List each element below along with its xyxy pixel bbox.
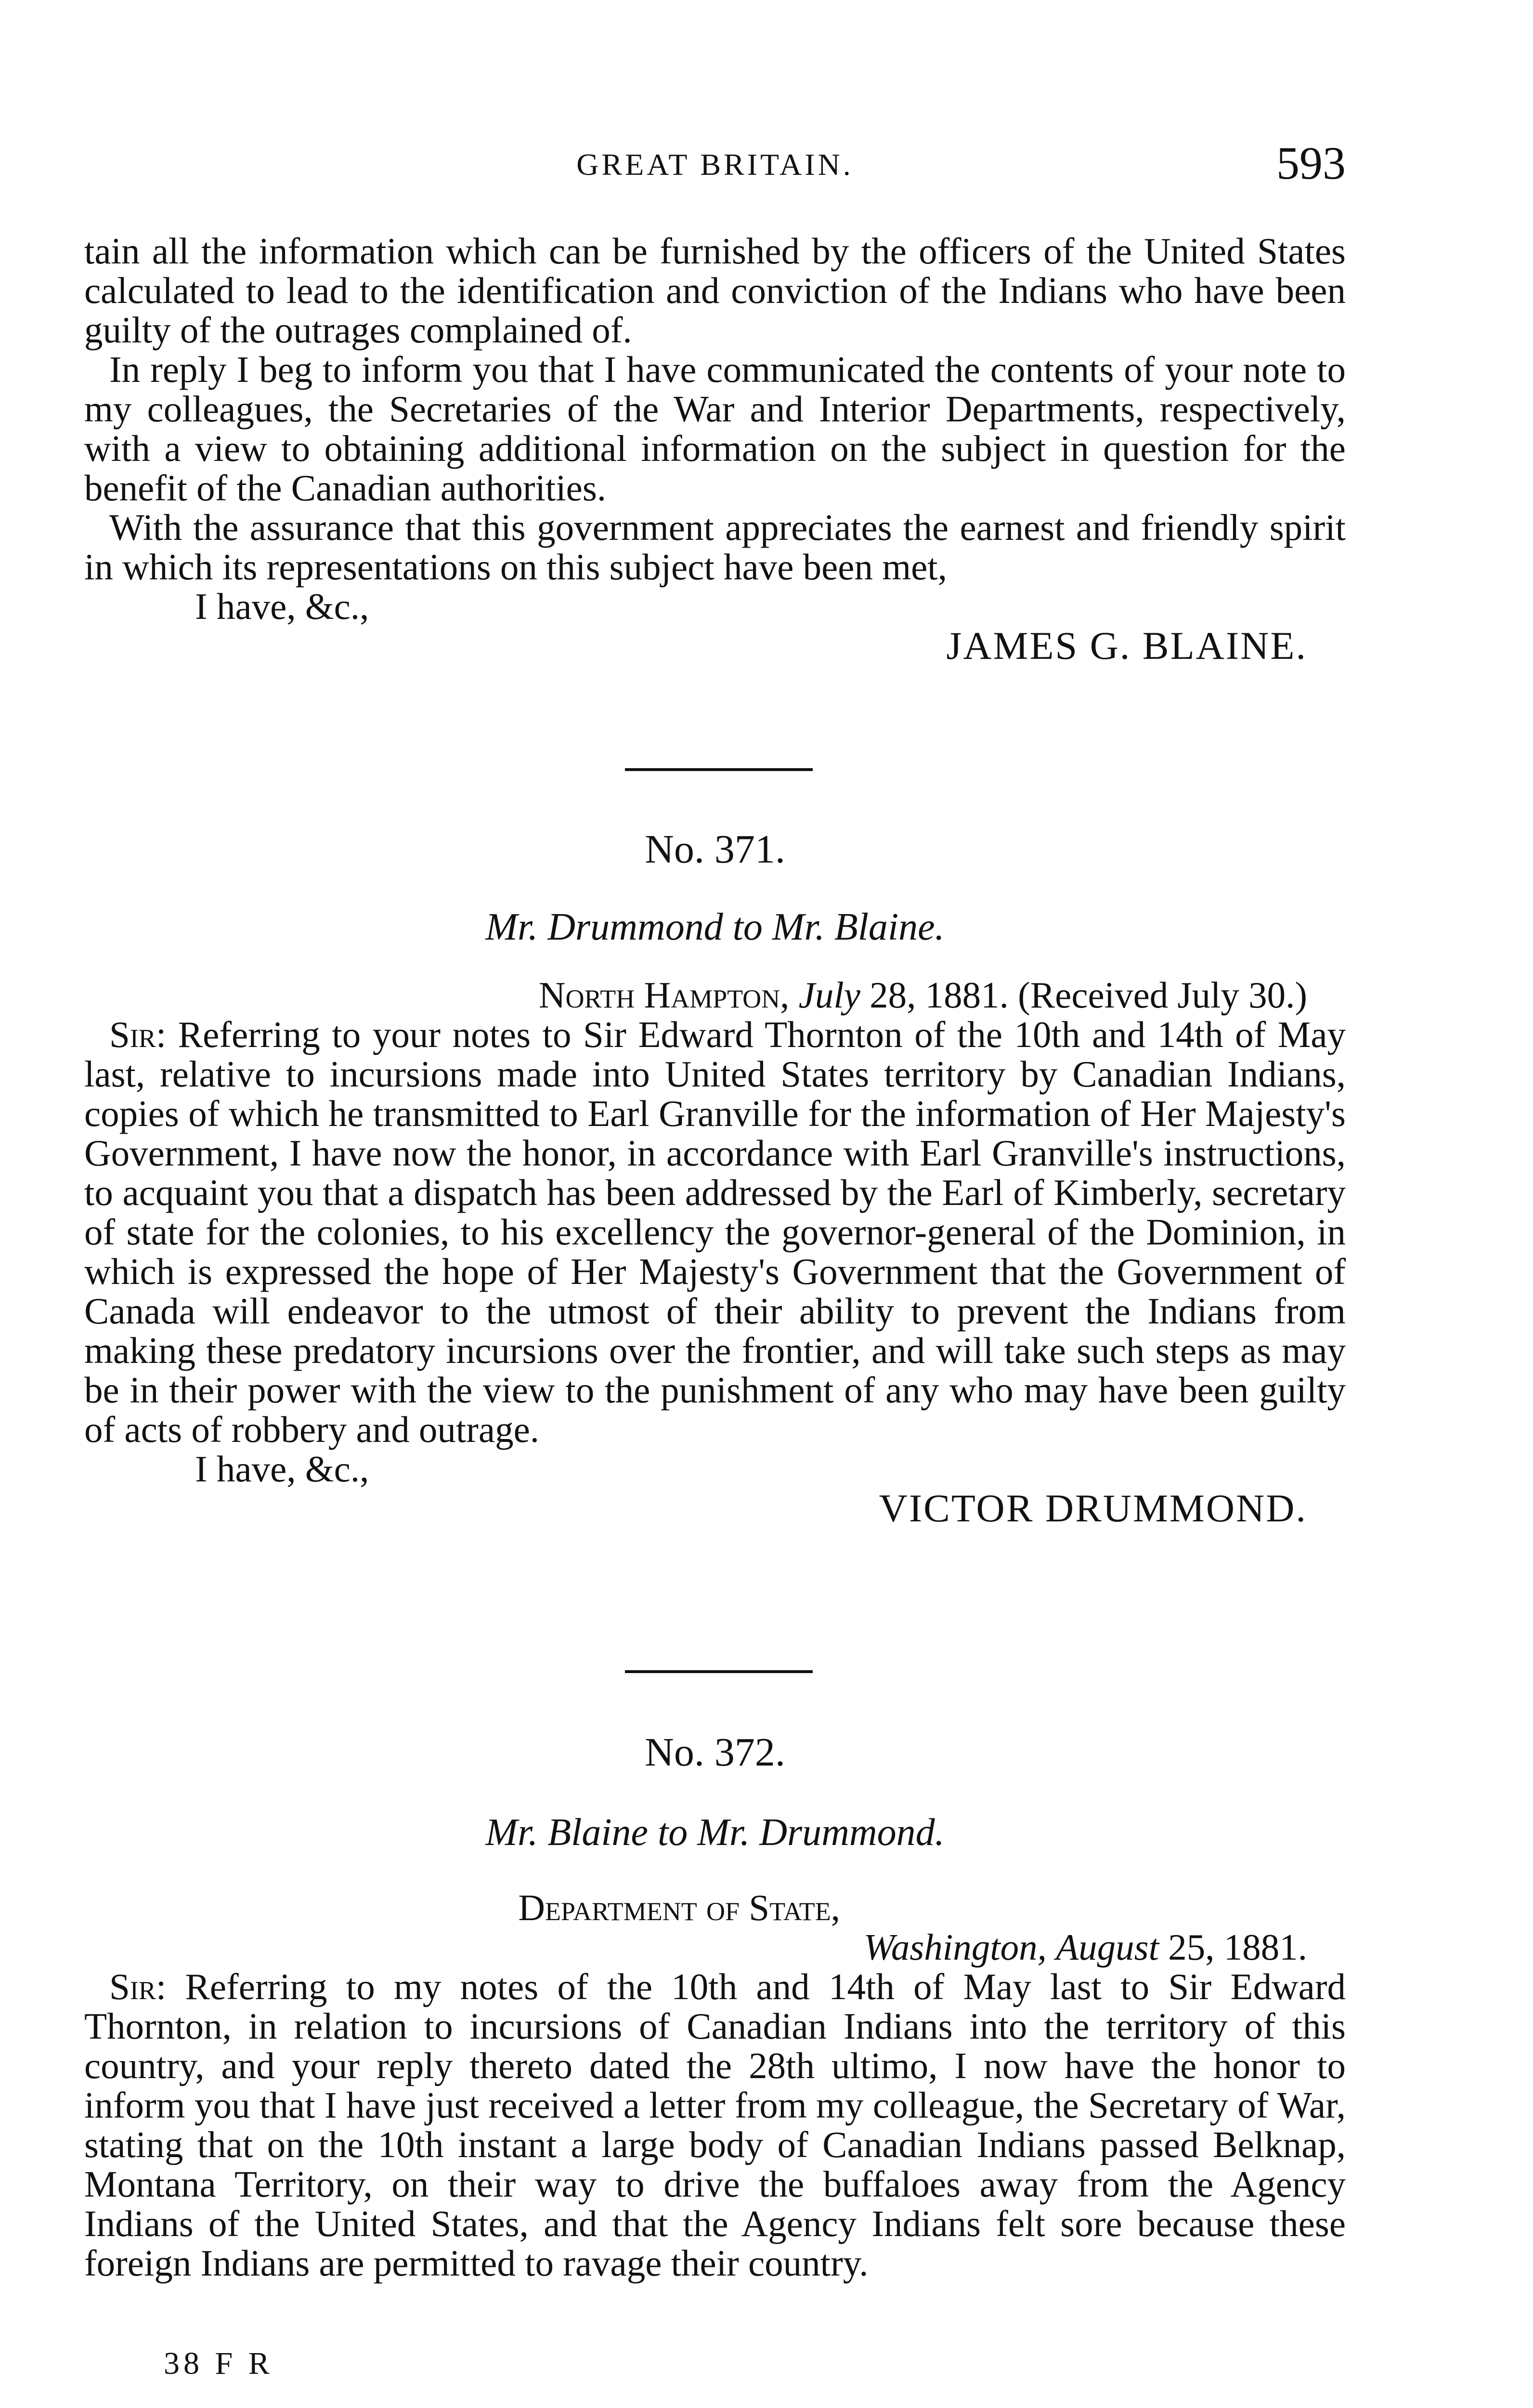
dateline-date: 25, 1881.: [1168, 1926, 1307, 1968]
dateline-371: [84, 975, 1346, 1015]
document-heading-371: Mr. Drummond to Mr. Blaine.: [485, 906, 945, 948]
dateline-month: August: [1056, 1926, 1159, 1968]
dateline-month: July: [798, 974, 860, 1016]
document-number-371: No. 371.: [645, 827, 785, 872]
dateline-date: 28, 1881.: [870, 974, 1009, 1016]
paragraph-continuation: tain all the information which can be furnished by the officers of the United States calculated to lead to the identification and conviction of the Indians who have been guilty of the outrages complained of.: [84, 230, 1346, 351]
dateline-place: North Hampton,: [538, 974, 790, 1016]
closing-phrase: I have, &c.,: [195, 1448, 369, 1490]
signature-drummond: VICTOR DRUMMOND.: [879, 1486, 1307, 1530]
dateline-place-372: [84, 1888, 1346, 1927]
signature-mark: 38 F R: [164, 2346, 273, 2381]
letter-372: [84, 1888, 1346, 2283]
paragraph-assurance: With the assurance that this government appreciates the earnest and friendly spirit in which its representations on this subject have been met,: [84, 507, 1346, 588]
document-heading-372: Mr. Blaine to Mr. Drummond.: [485, 1811, 945, 1854]
letter-body-371: [84, 1015, 1346, 1449]
signature-blaine: JAMES G. BLAINE.: [946, 624, 1307, 667]
section-continuation: [84, 231, 1346, 666]
letter-371: [84, 975, 1346, 1528]
section-divider: [625, 1670, 813, 1673]
paragraph-reply: In reply I beg to inform you that I have communicated the contents of your note to my colleagues, the Secretaries of the War and Interior Departments, respectively, with a view to obtaining additional information on the subject in question for the benefit of the Canadian authorities.: [84, 349, 1346, 509]
dateline-city: Washington,: [863, 1926, 1047, 1968]
received-note: (Received July 30.): [1018, 974, 1307, 1016]
section-divider: [625, 768, 813, 771]
letter-body-text: Referring to your notes to Sir Edward Thornton of the 10th and 14th of May last, relative to incursions made into United States territory by Canadian Indians, copies of which he transmitted to Earl Granville for the information of Her Majesty's Government, I have now the honor, in accordance with Earl Granville's instructions, to acquaint you that a dispatch has been addressed by the Earl of Kimberly, secretary of state for the colonies, to his excellency the governor-general of the Dominion, in which is expressed the hope of Her Majesty's Government that the Government of Canada will endeavor to the utmost of their ability to prevent the Indians from making these predatory incursions over the frontier, and will take such steps as may be in their power with the view to the punishment of any who may have been guilty of acts of robbery and outrage.: [84, 1014, 1346, 1450]
dateline-372: [84, 1927, 1346, 1967]
closing-phrase: I have, &c.,: [195, 586, 369, 627]
running-head: [84, 137, 1346, 200]
salutation: Sir:: [109, 1966, 167, 2007]
page-number: 593: [1276, 137, 1346, 189]
letter-body-text: Referring to my notes of the 10th and 14th of May last to Sir Edward Thornton, in relation to incursions of Canadian Indians into the territory of this country, and your reply thereto dated the 28th ultimo, I now have the honor to inform you that I have just received a letter from my colleague, the Secretary of War, stating that on the 10th instant a large body of Canadian Indians passed Belknap, Montana Territory, on their way to drive the buffaloes away from the Agency Indians of the United States, and that the Agency Indians felt sore because these foreign Indians are permitted to ravage their country.: [84, 1966, 1346, 2284]
salutation: Sir:: [109, 1014, 167, 1055]
running-head-title: GREAT BRITAIN.: [576, 147, 854, 182]
letter-body-372: [84, 1967, 1346, 2283]
dateline-department: Department of State,: [518, 1887, 840, 1928]
document-number-372: No. 372.: [645, 1730, 785, 1775]
